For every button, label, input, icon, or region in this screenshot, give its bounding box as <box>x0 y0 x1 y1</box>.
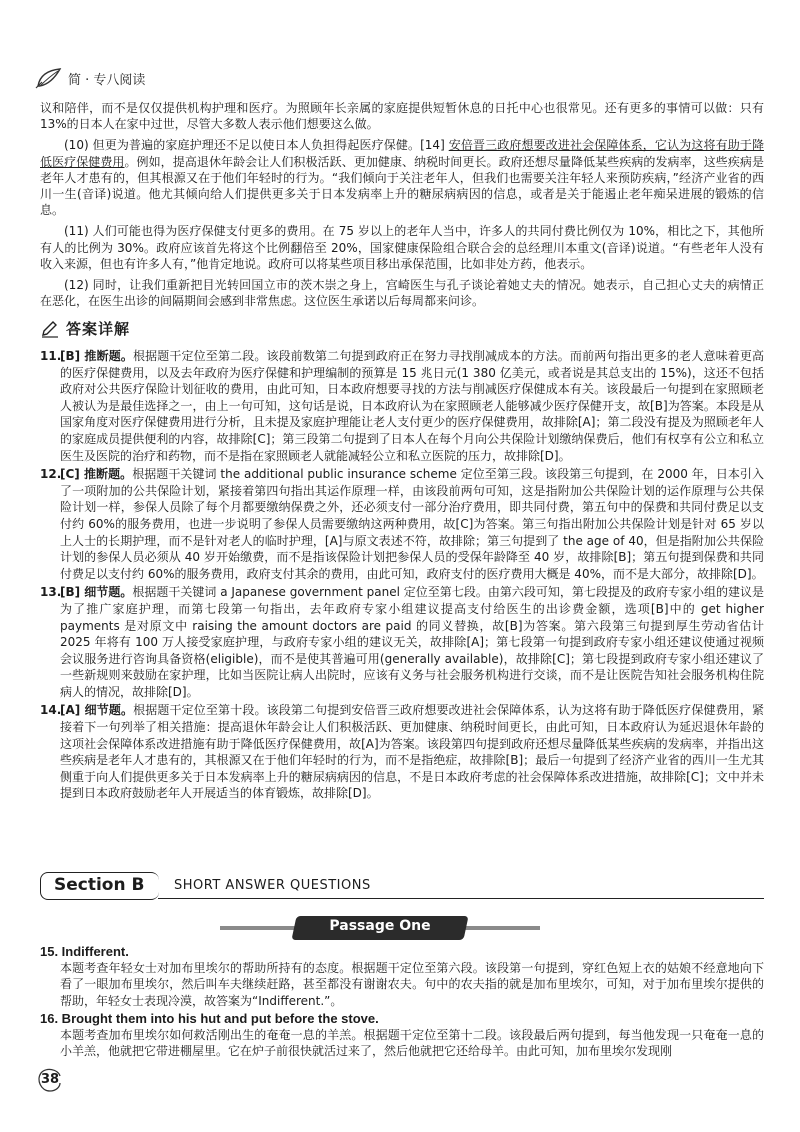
section-b-rule <box>158 898 764 899</box>
short-answer-list <box>40 944 764 1061</box>
answer-text: 根据题干定位至第二段。该段前数第二句提到政府正在努力寻找削减成本的方法。而前两句指出更多的老人意味着更高的医疗保健费用，以及去年政府为医疗保健和护理编制的预算是 15 兆日元(1 380 亿美元，或者说是其总支出的 15%)，这还不包括政府对公共医疗保险计划征收的费用，由此可知，日本政府想要寻找的方法与削减医疗保健成本有关。该段最后一句提到在家照顾老人被认为是最佳选择之一，由上一句可知，这句话是说，日本政府认为在家照顾老人能够减少医疗保健开支，故[B]为答案。本段是从国家角度对医疗保健费用进行分析，且未提及家庭护理能让老人支付更少的医疗保健费用，故排除[A]；第二段没有提及为照顾老年人的家庭成员提供便利的内容，故排除[C]；第三段第二句提到了日本人在每个月向公共保险计划缴纳保费后，他们有权享有公立和私立医生及医院的治疗和药物，而不是指在家照顾老人就能减轻公立和私立医院的压力，故排除[D]。 <box>60 349 764 463</box>
section-b-header <box>40 872 764 900</box>
short-answer-question: 15. Indifferent. <box>40 944 129 959</box>
answer-number: 14. <box>40 703 62 718</box>
answer-number: 12. <box>40 467 62 482</box>
banner-label: Passage One <box>329 918 431 934</box>
answer-number: 13. <box>40 585 62 600</box>
short-answer-explanation: 本题考查年轻女士对加布里埃尔的帮助所持有的态度。根据题干定位至第六段。该段第一句提到，穿红色短上衣的姑娘不经意地向下看了一眼加布里埃尔，然后叫车夫继续赶路，甚至都没有谢谢农夫。句中的农夫指的就是加布里埃尔，可知，对于加布里埃尔提供的帮助，年轻女士表现冷漠，故答案为“Indifferent.”。 <box>60 961 764 1008</box>
paragraph-12: (12) 同时，让我们重新把目光转回国立市的茨木崇之身上，宫崎医生与孔子谈论着她丈夫的情况。她表示，自己担心丈夫的病情正在恶化，在医生出诊的间隔期间会感到非常焦虑。这位医生承诺以后每周都来问诊。 <box>40 278 764 309</box>
paragraph-10-lead: (10) 但更为普遍的家庭护理还不足以使日本人负担得起医疗保健。[14] <box>64 138 449 153</box>
answer-tag: [B] 细节题。 <box>60 585 133 600</box>
section-b-subtitle: SHORT ANSWER QUESTIONS <box>174 878 371 893</box>
answer-heading-text: 答案详解 <box>66 320 131 338</box>
header-title: 简 · 专八阅读 <box>68 72 146 88</box>
short-answer-explanation: 本题考查加布里埃尔如何救活刚出生的奄奄一息的羊羔。根据题干定位至第十二段。该段最后两句提到，每当他发现一只奄奄一息的小羊羔，他就把它带进棚屋里。它在炉子前很快就活过来了，然后他就把它还给母羊。由此可知，加布里埃尔发现刚 <box>60 1028 764 1059</box>
answer-tag: [B] 推断题。 <box>60 349 133 363</box>
answer-item <box>40 466 764 582</box>
answer-item <box>40 348 764 464</box>
short-answer-question: 16. Brought them into his hut and put before the stove. <box>40 1010 379 1026</box>
passage-banner <box>280 914 480 942</box>
leaf-logo-icon <box>34 66 64 90</box>
answer-text: 根据题干关键词 a Japanese government panel 定位至第七段。由第六段可知，第七段提及的政府专家小组的建议是为了推广家庭护理，而第七段第一句指出，去年政府专家小组建议提高支付给医生的出诊费金额，选项[B]中的 get higher payments 是对原文中 raising the amount doctors are paid 的同义替换，故[B]为答案。第六段第三句提到厚生劳动省估计 2025 年将有 100 万人接受家庭护理，与政府专家小组的建议无关，故排除[A]；第七段第一句提到政府专家小组还建议使通过视频会议服务进行咨询具备资格(eligible)，而不是使其普遍可用(generally available)，故排除[C]；第七段提到政府专家小组还建议了一些新规则来鼓励在家护理，比如当医院让病人出院时，应该有义务与社会服务机构进行交谈，而不是让医院告知社会服务机构住院病人的情况，故排除[D]。 <box>60 585 764 699</box>
paragraph-10-rest: 。例如，提高退休年龄会让人们积极活跃、更加健康、纳税时间更长。政府还想尽量降低某些疾病的发病率，这些疾病是老年人才患有的，但其根源又在于他们年轻时的行为。“我们倾向于关注老年人，但我们也需要关注年轻人来预防疾病，”经济产业省的西川一生(音译)说道。他尤其倾向给人们提供更多关于日本发病率上升的糖尿病病因的信息，或者是关于能遏止老年痴呆进展的锻炼的信息。 <box>40 154 764 218</box>
answer-number: 11. <box>40 349 62 363</box>
paragraph-11: (11) 人们可能也得为医疗保健支付更多的费用。在 75 岁以上的老年人当中，许多人的共同付费比例仅为 10%，相比之下，其他所有人的比例为 30%。政府应该首先将这个比例翻倍至 20%，国家健康保险组合联合会的总经理川本重文(音译)说道。“有些老年人没有收入来源，但也有许多人有，”他肯定地说。政府可以将某些项目移出承保范围，比如非处方药，他表示。 <box>40 224 764 271</box>
answer-tag: [A] 细节题。 <box>60 703 134 718</box>
answer-item <box>40 702 764 802</box>
answer-heading <box>40 318 130 339</box>
answer-text: 根据题干定位至第十段。该段第二句提到安倍晋三政府想要改进社会保障体系，认为这将有助于降低医疗保健费用，紧接着下一句列举了相关措施：提高退休年龄会让人们积极活跃、更加健康、纳税时间更长，由此可知，日本政府认为延迟退休年龄的这项社会保障体系改进措施有助于降低医疗保健费用，故[A]为答案。该段第四句提到政府还想尽量降低某些疾病的发病率，并指出这些疾病是老年人才患有的，其根源又在于他们年轻时的行为，而不是指绝症，故排除[B]；最后一句提到了经济产业省的西川一生尤其侧重于向人们提供更多关于日本发病率上升的糖尿病病因的信息，不是日本政府考虑的社会保障体系改进措施，故排除[C]；文中并未提到日本政府鼓励老年人开展适当的体育锻炼，故排除[D]。 <box>60 703 764 801</box>
page-number: 38 <box>40 1072 60 1087</box>
pencil-icon <box>40 320 60 338</box>
answer-text: 根据题干关键词 the additional public insurance scheme 定位至第三段。该段第三句提到，在 2000 年，日本引入了一项附加的公共保险计划，紧接着第四句指出其运作原理一样，由该段前两句可知，这是指附加公共保险计划的运作原理与公共保险计划一样，参保人员除了每个月都要缴纳保费之外，还必须支付一部分治疗费用，即共同付费，第五句中的保费和共同付费足以支付约 60%的服务费用，也进一步说明了参保人员需要缴纳这两种费用，故[C]为答案。第三句指出附加公共保险计划是针对 65 岁以上人士的长期护理，而不是针对老人的临时护理，[A]与原文表述不符，故排除；第三句提到了 the age of 40，但是指附加公共保险计划的参保人员必须从 40 岁开始缴费，而不是指该保险计划把参保人员的受保年龄降至 40 岁，故排除[B]；第五句提到保费和共同付费足以支付约 60%的服务费用，政府支付其余的费用，由此可知，政府支付的医疗费用大概是 40%，而不是大部分，故排除[D]。 <box>60 467 764 581</box>
page-number-badge <box>36 1066 64 1094</box>
running-header <box>34 66 145 90</box>
translation-passage <box>40 100 764 314</box>
section-b-title: Section B <box>54 875 145 895</box>
answer-list <box>40 348 764 804</box>
paragraph-continued: 议和陪伴，而不是仅仅提供机构护理和医疗。为照顾年长亲属的家庭提供短暂休息的日托中心也很常见。还有更多的事情可以做：只有 13%的日本人在家中过世，尽管大多数人表示他们想要这么做。 <box>40 101 764 132</box>
short-answer-item <box>40 944 764 1009</box>
answer-item <box>40 584 764 700</box>
short-answer-item <box>40 1011 764 1060</box>
underlined-key-sentence: 安倍晋三政府想要改进社会保障体系，它认为这将有助于降低医疗保健费用 <box>40 138 764 169</box>
paragraph-10 <box>40 137 764 218</box>
answer-tag: [C] 推断题。 <box>60 467 133 482</box>
